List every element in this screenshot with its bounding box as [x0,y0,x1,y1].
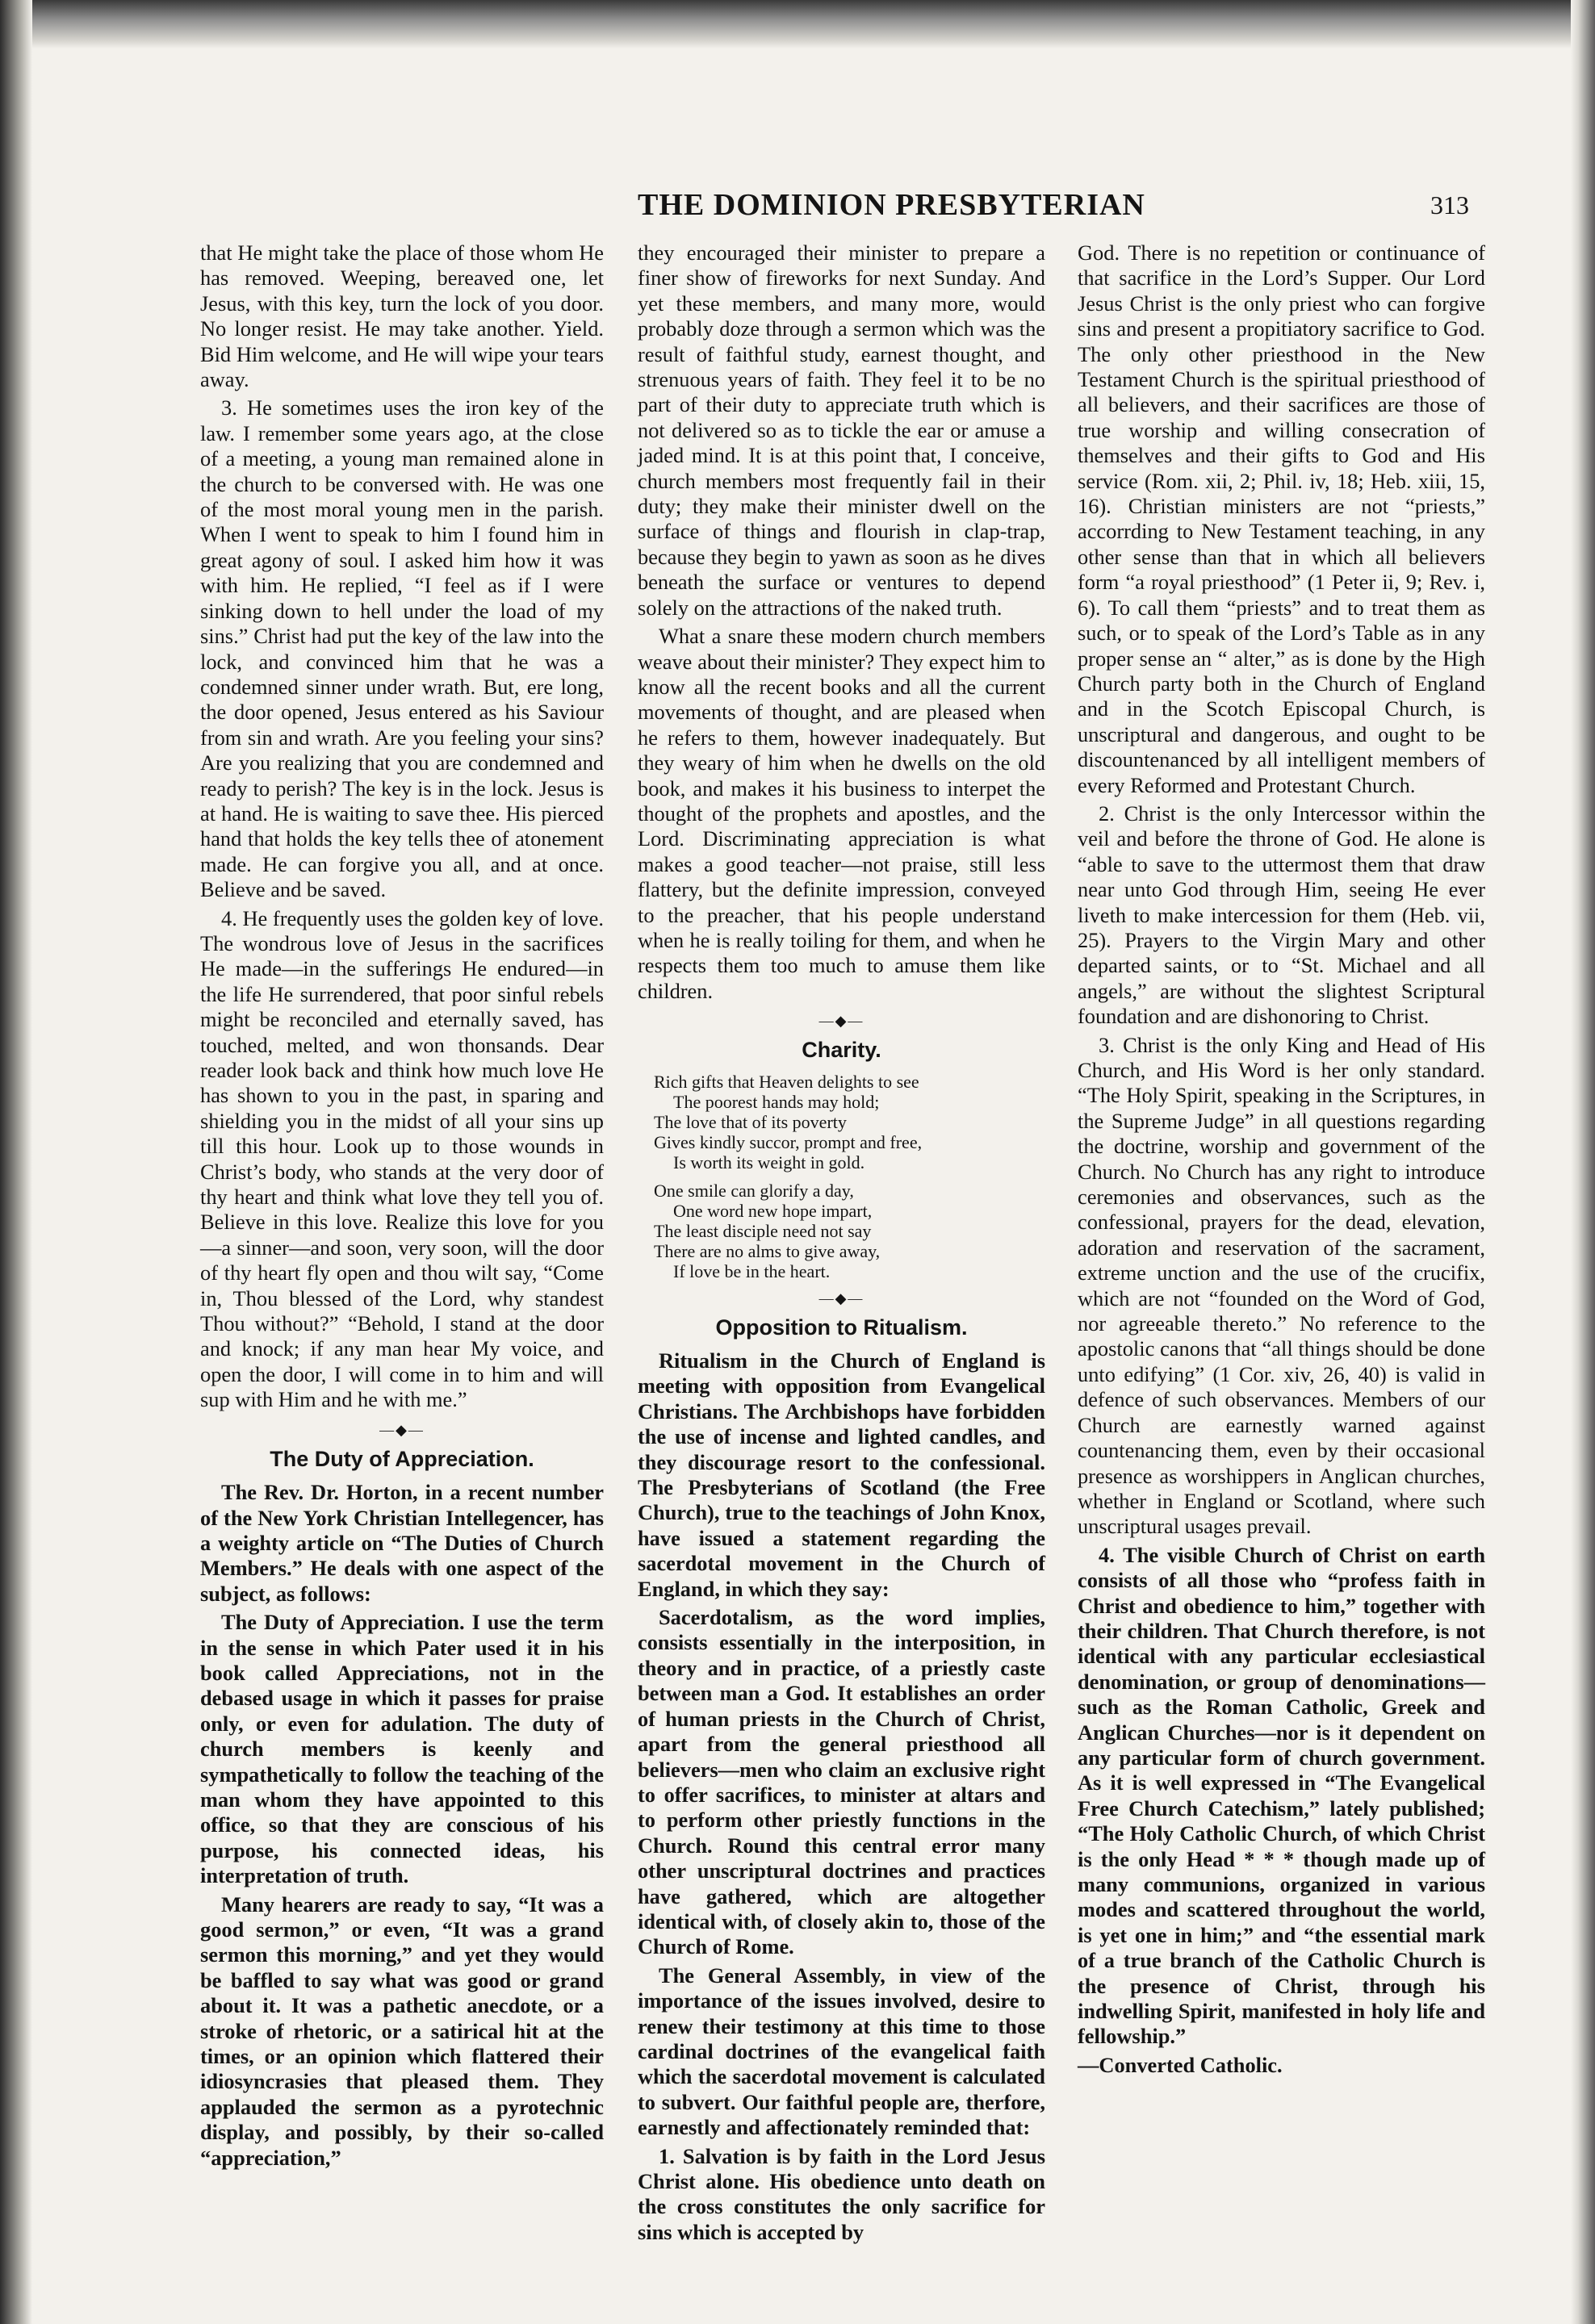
heading-duty-of-appreciation: The Duty of Appreciation. [270,1446,534,1471]
poem-charity [638,1072,1045,1281]
paragraph: Many hearers are ready to say, “It was a good sermon,” or even, “It was a grand sermon this morning,” and yet they would be baffled to say what was good or grand about it. It was a pathetic anecdote, or a stroke of rhetoric, or a satirical hit at the times, or an opinion which flattered their idiosyncrasies that pleased them. They applauded the sermon as a pyrotechnic display, and possibly, by their so-called “appreciation,” [200,1891,604,2170]
paragraph: Sacerdotalism, as the word implies, consists essentially in the interposition, in theory and in practice, of a priestly caste between man a God. It establishes an order of human priests in the Church of Christ, apart from the general priesthood all believers—men who claim an exclusive right to offer sacrifices, to minister at altars and to perform other priestly functions in the Church. Round this central error many other unscriptural doctrines and practices have gathered, which are altogether identical with, of closely akin to, those of the Church of Rome. [638,1605,1045,1959]
paragraph: 1. Salvation is by faith in the Lord Jesus Christ alone. His obedience unto death on the cross constitutes the only sacrifice for sins which is accepted by [638,2143,1045,2244]
masthead: THE DOMINION PRESBYTERIAN [638,188,1145,222]
poem-line: There are no alms to give away, [654,1240,881,1261]
heading-opposition-to-ritualism: Opposition to Ritualism. [715,1315,968,1340]
scan-border-left [0,0,32,2324]
paragraph: that He might take the place of those whom He has removed. Weeping, bereaved one, let Jesus, with this key, turn the lock of you door. No longer resist. He may take another. Yield. Bid Him welcome, and He will wipe your tears away. [200,240,604,392]
paragraph: The Rev. Dr. Horton, in a recent number of the New York Christian Intellegencer, has a weighty article on “The Duties of Church Members.” He deals with one aspect of the subject, as follows: [200,1480,604,1606]
poem-line: One smile can glorify a day, [654,1180,854,1201]
column-1 [200,240,604,2201]
paragraph: 3. Christ is the only King and Head of His Church, and His Word is her only standard. “The Holy Spirit, speaking in the Scriptures, in the Supreme Judge” in all questions regarding the doctrine, worship and government of the Church. No Church has any right to introduce ceremonies and observances, such as the confessional, prayers for the dead, elevation, adoration and reservation of the sacrament, extreme unction and the use of the crucifix, which are not “founded on the Word of God, nor agreeable thereto.” No reference to the apostolic canons that “all things should be done unto edifying” (1 Cor. xiv, 26, 40) is valid in defence of such observances. Members of our Church are earnestly warned against countenancing them, even by their occasional presence as worshippers in Anglican churches, whether in England or Scotland, where such unscriptural usages prevail. [1078,1032,1485,1539]
scan-border-top [0,0,1595,48]
section-ornament: —◆— [818,1013,864,1030]
paragraph: The Duty of Appreciation. I use the term in the sense in which Pater used it in his book called Appreciations, not in the debased usage in which it passes for praise only, or even for adulation. The duty of church members is keenly and sympathetically to follow the teaching of the man whom they have appointed to this office, so that they are conscious of his purpose, his connected ideas, his interpretation of truth. [200,1610,604,1888]
paragraph: 4. The visible Church of Christ on earth consists of all those who “profess faith in Christ and obedience to him,” together with their children. That Church therefore, is not identical with any particular ecclesiastical denomination, or group of denominations—such as the Roman Catholic, Greek and Anglican Churches—nor is it dependent on any particular form of church government. As it is well expressed in “The Evangelical Free Church Catechism,” lately published; “The Holy Catholic Church, of which Christ is the only Head * * * though made up of many communions, organized in various modes and scattered throughout the world, is yet one in him;” and “the essential mark of a true branch of the Catholic Church is the presence of Christ, through his indwelling Spirit, manifested in holy life and fellowship.” [1078,1542,1485,2049]
paragraph: they encouraged their minister to prepare a finer show of fireworks for next Sunday. And yet these members, and many more, would probably doze through a sermon which was the result of faithful study, earnest thought, and strenuous years of faith. They feel it to be no part of their duty to appreciate truth which is not delivered so as to tickle the ear or amuse a jaded mind. It is at this point that, I conceive, church members most frequently fail in their duty; they make their minister dwell on the surface of things and flourish in clap-trap, because they begin to yawn as soon as he dives beneath the surface or ventures to depend solely on the attractions of the naked truth. [638,240,1045,620]
page-number: 313 [1430,190,1469,219]
page-header [194,184,1469,232]
poem-line: Rich gifts that Heaven delights to see [654,1071,919,1092]
poem-stanza [638,1181,1045,1281]
poem-line: Gives kindly succor, prompt and free, [654,1131,923,1152]
poem-line: The poorest hands may hold; [673,1091,880,1112]
heading-charity: Charity. [802,1038,881,1063]
paragraph: 4. He frequently uses the golden key of love. The wondrous love of Jesus in the sacrifices He made—in the sufferings He endured—in the life He surrendered, that poor sinful rebels might be reconciled and eternally saved, has touched, melted, and won thonsands. Dear reader look back and think how much love He has shown to you in the past, in sparing and shielding you in the midst of all your sins up till this hour. Look up to those wounds in Christ’s body, who stands at the very door of thy heart and think what love they tell you of. Believe in this love. Realize this love for you—a sinner—and soon, very soon, will the door of thy heart fly open and thou wilt say, “Come in, Thou blessed of the Lord, why standest Thou without?” “Behold, I stand at the door and knock; if any man hear My voice, and open the door, I will come in to him and will sup with Him and he with me.” [200,905,604,1412]
paragraph: The General Assembly, in view of the importance of the issues involved, desire to renew their testimony at this time to those cardinal doctrines of the evangelical faith which the sacerdotal movement is calculated to subvert. Our faithful people are, therfore, earnestly and affectionately reminded that: [638,1962,1045,2140]
paragraph: God. There is no repetition or continuance of that sacrifice in the Lord’s Supper. Our Lord Jesus Christ is the only priest who can forgive sins and present a propitiatory sacrifice to God. The only other priesthood in the New Testament Church is the spiritual priesthood of all believers, and their sacrifices are those of true worship and willing consecration of themselves and their gifts to God and His service (Rom. xii, 2; Phil. iv, 18; Heb. xiii, 15, 16). Christian ministers are not “priests,” accorrding to New Testament teaching, in any other sense than that in which all believers form “a royal priesthood” (1 Peter ii, 9; Rev. i, 6). To call them “priests” and to treat them as such, or to speak of the Lord’s Table as in any proper sense an “ alter,” as is done by the High Church party both in the Church of England and in the Scotch Episcopal Church, is unscriptural and dangerous, and ought to be discountenanced by all intelligent members of every Reformed and Protestant Church. [1078,240,1485,797]
section-ornament: —◆— [818,1289,864,1306]
poem-stanza [638,1072,1045,1172]
poem-line: The love that of its poverty [654,1111,847,1132]
poem-line: The least disciple need not say [654,1220,872,1241]
poem-line: One word new hope impart, [673,1200,873,1221]
column-2 [638,240,1045,2244]
paragraph: What a snare these modern church members weave about their minister? They expect him to know all the recent books and all the current movements of thought, and are pleased when he refers to them, however inadequately. But they weary of him when he dwells on the old book, and makes it his business to interpet the thought of the prophets and apostles, and the Lord. Discriminating appreciation is what makes a good teacher—not praise, still less flattery, but the definite impression, conveyed to the preacher, that his people understand when he is really toiling for them, and when he respects them too much to amuse them like children. [638,624,1045,1003]
section-ornament: —◆— [379,1421,425,1438]
scan-border-right [1571,0,1595,2324]
paragraph: 3. He sometimes uses the iron key of the law. I remember some years ago, at the close of a meeting, a young man remained alone in the church to be conversed with. He was one of the most moral young men in the parish. When I went to speak to him I found him in great agony of soul. I asked him how it was with him. He replied, “I feel as if I were sinking down to hell under the load of my sins.” Christ had put the key of the law into the lock, and convinced him that he was a condemned sinner under wrath. But, ere long, the door opened, Jesus entered as his Saviour from sin and wrath. Are you feeling your sins? Are you realizing that you are condemned and ready to perish? The key is in the lock. Jesus is at hand. He is waiting to save thee. His pierced hand that holds the key tells thee of atonement made. He can forgive you all, and at once. Believe and be saved. [200,395,604,902]
poem-line: Is worth its weight in gold. [673,1152,865,1172]
column-3 [1078,240,1485,2201]
paragraph: 2. Christ is the only Intercessor within the veil and before the throne of God. He alone is “able to save to the uttermost them that draw near unto God through Him, seeing He ever liveth to make intercession for them (Heb. vii, 25). Prayers to the Virgin Mary and other departed saints, or to “St. Michael and all angels,” are without the slightest Scriptural foundation and are dishonoring to Christ. [1078,800,1485,1029]
paragraph: Ritualism in the Church of England is meeting with opposition from Evangelical Christians. The Archbishops have forbidden the use of incense and lighted candles, and they discourage resort to the confessional. The Presbyterians of Scotland (the Free Church), true to the teachings of John Knox, have issued a statement regarding the sacerdotal movement in the Church of England, in which they say: [638,1348,1045,1601]
poem-line: If love be in the heart. [673,1260,831,1281]
article-signature: —Converted Catholic. [1078,2052,1283,2077]
